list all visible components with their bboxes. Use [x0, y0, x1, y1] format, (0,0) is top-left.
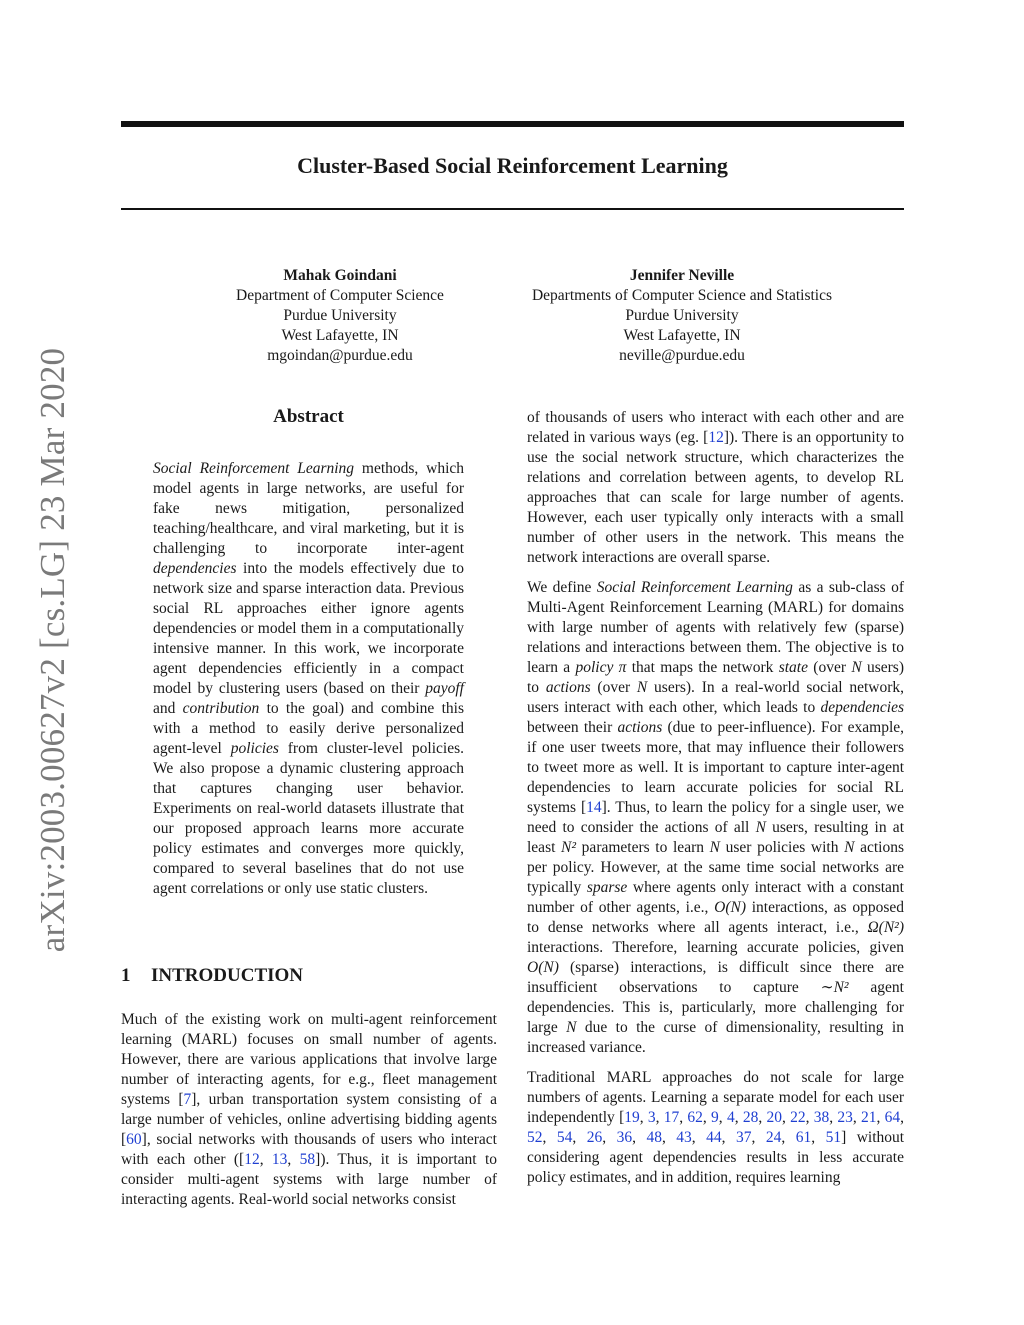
- author-block-2: [512, 266, 852, 366]
- citation-link[interactable]: 19: [624, 1109, 640, 1126]
- body-text: agent dependencies. This is, particularly, more challenging for large: [527, 979, 904, 1036]
- section-title: INTRODUCTION: [151, 965, 304, 986]
- citation-link[interactable]: 4: [726, 1109, 735, 1126]
- body-text: (sparse) interactions, is difficult since there are insufficient observations to capture: [527, 959, 904, 996]
- body-text: actions per policy. However, at the same time social networks are typically: [527, 839, 904, 896]
- paragraph-network-structure: [527, 408, 904, 568]
- body-text: interactions. Therefore, learning accurate policies, given: [527, 939, 904, 956]
- citation-link[interactable]: 28: [742, 1109, 759, 1126]
- math: O(N): [527, 959, 559, 976]
- body-text: between their: [527, 719, 618, 736]
- abstract-text: from cluster-level policies. We also propose a dynamic clustering approach that captures changing user behavior. Experiments on real-world datasets illustrate that our proposed approach learns more accurate policy estimates and converges more quickly, compared to several baselines that do not use agent correlations or only use static clusters.: [153, 740, 464, 897]
- author-institution: Purdue University: [625, 307, 739, 324]
- body-text: (over: [590, 679, 637, 696]
- body-text: as a sub-class of Multi-Agent Reinforcement Learning (MARL) for domains with large number of agents with relatively few (sparse) relations and interactions between them. The objective is to learn a: [527, 579, 905, 676]
- math: ∼N²: [820, 979, 849, 996]
- body-text: interactions, as opposed to dense networks where all agents interact, i.e.,: [527, 899, 905, 936]
- math: N: [755, 819, 766, 836]
- abstract-heading: Abstract: [273, 406, 344, 427]
- citation-link[interactable]: 3: [647, 1109, 656, 1126]
- abstract-text: methods, which model agents in large networks, are useful for fake news mitigation, personalized teaching/healthcare, and viral marketing, but it is challenging to incorporate inter-agent: [153, 460, 465, 557]
- author-location: West Lafayette, IN: [281, 327, 399, 344]
- body-text: ]). There is an opportunity to use the social network structure, which characterizes the relations and correlation between agents, to develop RL approaches that can scale for large number of agents. However, each user typically only interacts with a small number of other users in the network. This means the network interactions are overall sparse.: [527, 429, 904, 566]
- emphasis: actions: [617, 719, 663, 736]
- citation-link[interactable]: 52: [527, 1129, 543, 1146]
- citation-link[interactable]: 51: [825, 1129, 842, 1146]
- math: N²: [561, 839, 577, 856]
- citation-link[interactable]: 37: [736, 1129, 752, 1146]
- emphasis: sparse: [586, 879, 628, 896]
- body-text: ] without considering agent dependencies results in less accurate policy estimates, and in addition, requires learning: [527, 1129, 905, 1186]
- citation-link[interactable]: 17: [663, 1109, 680, 1126]
- abstract-text: policies: [230, 740, 279, 757]
- citation-link[interactable]: 20: [766, 1109, 782, 1126]
- citation-link[interactable]: 14: [586, 799, 602, 816]
- citation-link[interactable]: 58: [299, 1151, 316, 1168]
- body-text: Much of the existing work on multi-agent reinforcement learning (MARL) focuses on small number of agents. However, there are various applications that involve large number of interacting agents, for e.g., fleet management systems [: [121, 1011, 497, 1108]
- emphasis: Social Reinforcement Learning: [596, 579, 793, 596]
- citation-link[interactable]: 48: [646, 1129, 662, 1146]
- abstract-text: Social Reinforcement Learning: [153, 460, 355, 477]
- citation-link[interactable]: 64: [884, 1109, 901, 1126]
- introduction-paragraph: [121, 1010, 497, 1210]
- author-email[interactable]: neville@purdue.edu: [619, 347, 745, 364]
- citation-link[interactable]: 21: [861, 1109, 877, 1126]
- abstract-text: and: [153, 700, 183, 717]
- body-text: ]. Thus, to learn the policy for a single user, we need to consider the actions of all: [527, 799, 904, 836]
- citation-link[interactable]: 61: [795, 1129, 812, 1146]
- citation-link[interactable]: 7: [183, 1091, 192, 1108]
- right-column: [527, 408, 904, 1198]
- body-text: user policies with: [719, 839, 845, 856]
- citation-link[interactable]: 9: [711, 1109, 719, 1126]
- emphasis: state: [778, 659, 808, 676]
- math: N: [851, 659, 862, 676]
- emphasis: policy π: [575, 659, 627, 676]
- math: N: [566, 1019, 577, 1036]
- abstract-text: contribution: [182, 700, 260, 717]
- citation-link[interactable]: 60: [126, 1131, 142, 1148]
- body-text: users) to: [527, 659, 904, 696]
- citation-link[interactable]: 23: [837, 1109, 853, 1126]
- section-number: 1: [121, 965, 131, 986]
- author-block-1: [215, 266, 465, 366]
- citation-link[interactable]: 43: [676, 1129, 692, 1146]
- abstract-text: payoff: [425, 680, 464, 697]
- abstract-text: into the models effectively due to network size and sparse interaction data. Previous social RL approaches either ignore agents dependencies or model them in a computationally intensive manner. In this work, we incorporate agent dependencies efficiently in a compact model by clustering users (based on their: [153, 560, 464, 697]
- body-text: ]). Thus, it is important to consider multi-agent systems with large number of interacting agents. Real-world social networks consist: [121, 1151, 497, 1208]
- math: N: [844, 839, 855, 856]
- abstract-text: dependencies: [153, 560, 237, 577]
- title-top-rule: [121, 121, 904, 127]
- author-affiliation: Department of Computer Science: [236, 287, 444, 304]
- body-text: of thousands of users who interact with each other and are related in various ways (eg. [: [527, 409, 904, 446]
- body-text: users). In a real-world social network, users interact with each other, which leads to: [527, 679, 905, 716]
- math: Ω(N²): [867, 919, 904, 936]
- citation-link[interactable]: 62: [687, 1109, 703, 1126]
- citation-link[interactable]: 12: [244, 1151, 260, 1168]
- author-affiliation: Departments of Computer Science and Statistics: [531, 287, 833, 304]
- citation-link[interactable]: 12: [708, 429, 724, 446]
- author-name: Jennifer Neville: [629, 267, 735, 284]
- body-text: parameters to learn: [576, 839, 710, 856]
- citation-link[interactable]: 22: [790, 1109, 806, 1126]
- citation-link[interactable]: 24: [765, 1129, 782, 1146]
- emphasis: actions: [545, 679, 591, 696]
- emphasis: dependencies: [820, 699, 904, 716]
- math: O(N): [714, 899, 746, 916]
- body-text: ,: [287, 1151, 300, 1168]
- body-text: We define: [527, 579, 597, 596]
- body-text: ,: [259, 1151, 272, 1168]
- title-bottom-rule: [121, 208, 904, 210]
- abstract-text: to the goal) and combine this with a method to easily derive personalized agent-level: [153, 700, 464, 757]
- body-text: where agents only interact with a constant number of other agents, i.e.,: [527, 879, 904, 916]
- body-text: ], urban transportation system consisting of a large number of vehicles, online advertising bidding agents [: [121, 1091, 497, 1148]
- body-text: users, resulting in at least: [527, 819, 904, 856]
- citation-link[interactable]: 13: [271, 1151, 288, 1168]
- paragraph-social-rl-definition: [527, 578, 904, 1058]
- paper-title: Cluster-Based Social Reinforcement Learning: [297, 153, 728, 178]
- citation-list: 19, 3, 17, 62, 9, 4, 28, 20, 22, 38, 23, 21, 64, 52, 54, 26, 36, 48, 43, 44, 37, 24, 61, 51: [527, 1109, 905, 1146]
- body-text: Traditional MARL approaches do not scale for large numbers of agents. Learning a separate model for each user independently [: [527, 1069, 904, 1126]
- citation-link[interactable]: 54: [556, 1129, 573, 1146]
- body-text: (due to peer-influence). For example, if one user tweets more, that may influence their followers to tweet more as well. It is important to capture inter-agent dependencies to learn accurate policies for social RL systems [: [527, 719, 905, 816]
- section-heading-introduction: [121, 964, 303, 988]
- body-text: ], social networks with thousands of users who interact with each other ([: [121, 1131, 497, 1168]
- citation-link[interactable]: 26: [586, 1129, 603, 1146]
- arxiv-identifier: arXiv:2003.00627v2 [cs.LG] 23 Mar 2020: [33, 347, 72, 953]
- body-text: (over: [807, 659, 852, 676]
- author-institution: Purdue University: [283, 307, 397, 324]
- math: N: [709, 839, 720, 856]
- paragraph-traditional-marl: [527, 1068, 904, 1188]
- citation-link[interactable]: 44: [706, 1129, 722, 1146]
- body-text: that maps the network: [626, 659, 779, 676]
- author-location: West Lafayette, IN: [623, 327, 741, 344]
- math: N: [636, 679, 648, 696]
- author-name: Mahak Goindani: [283, 267, 397, 284]
- abstract-body: [153, 459, 464, 899]
- author-email[interactable]: mgoindan@purdue.edu: [267, 347, 413, 364]
- body-text: due to the curse of dimensionality, resulting in increased variance.: [527, 1019, 904, 1056]
- citation-link[interactable]: 38: [813, 1109, 830, 1126]
- citation-link[interactable]: 36: [616, 1129, 633, 1146]
